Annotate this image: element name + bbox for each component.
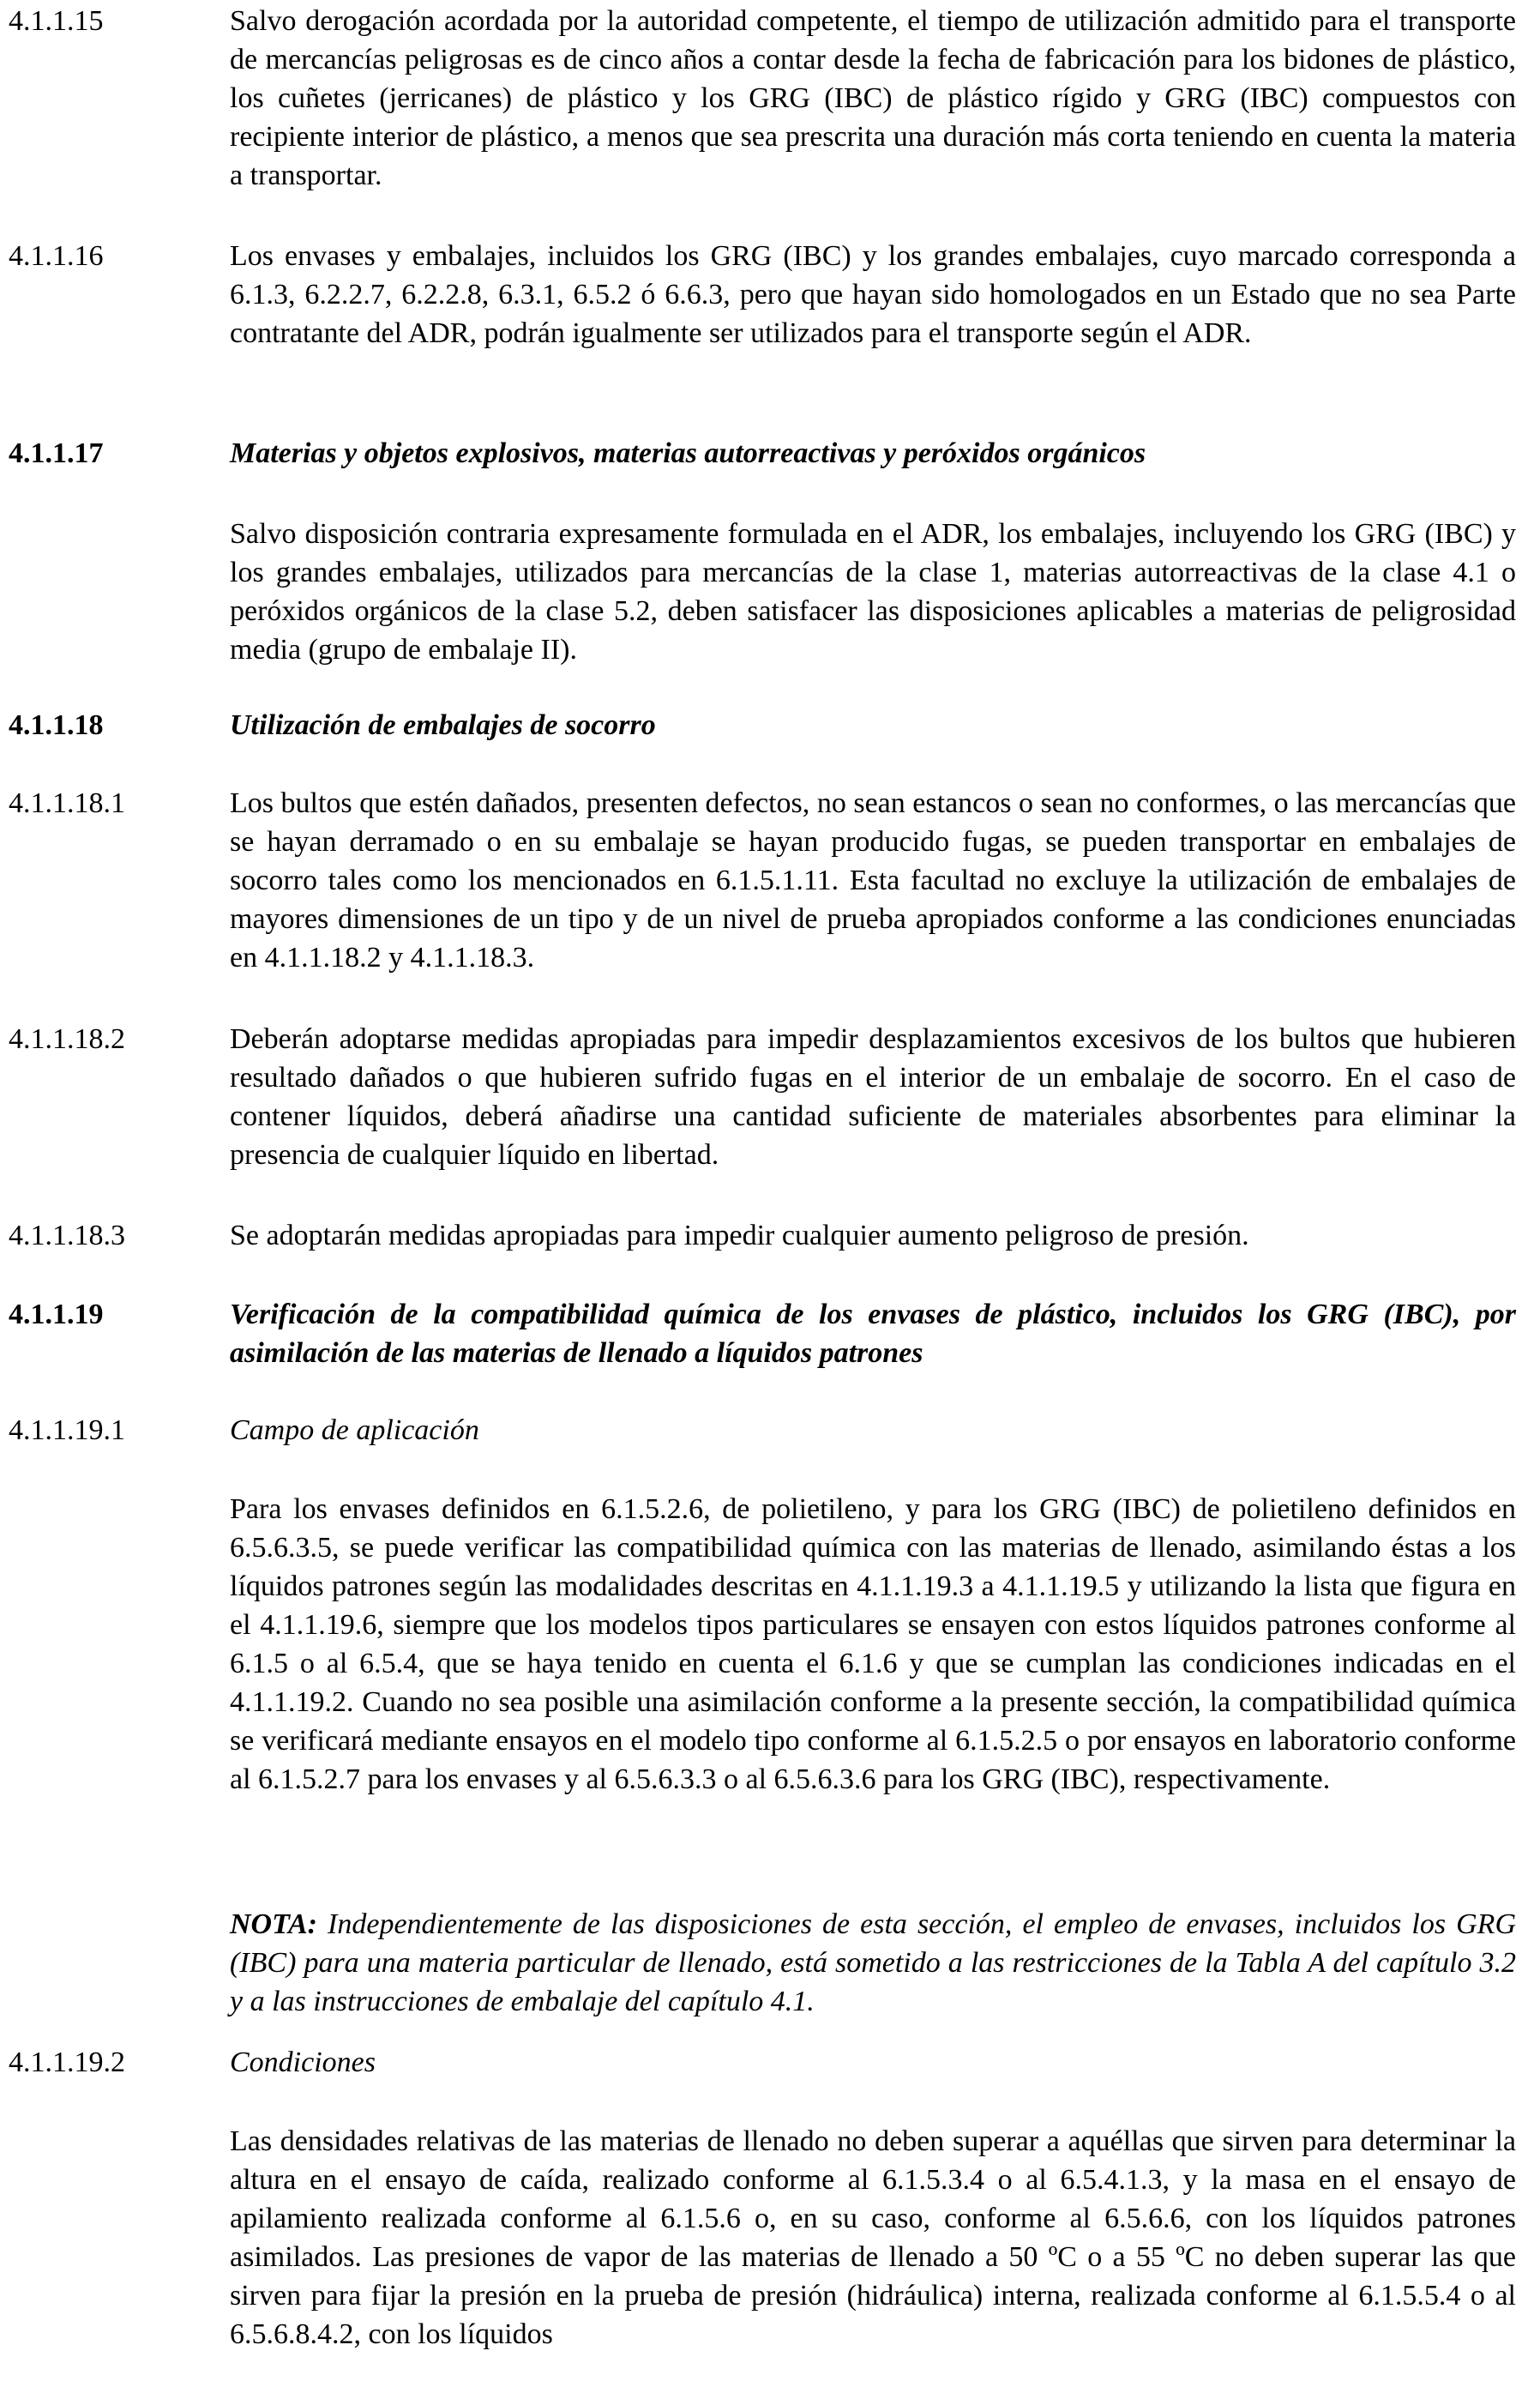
section-number: 4.1.1.18 (9, 709, 104, 741)
note-label: NOTA: (230, 1908, 317, 1940)
section-paragraph: Se adoptarán medidas apropiadas para impedir cualquier aumento peligroso de presión. (230, 1220, 1249, 1251)
section-number: 4.1.1.16 (9, 240, 104, 272)
section-number: 4.1.1.18.1 (9, 787, 125, 819)
section-heading: Campo de aplicación (230, 1414, 479, 1446)
section-heading: Materias y objetos explosivos, materias autorreactivas y peróxidos orgánicos (230, 437, 1146, 469)
section-number: 4.1.1.19.1 (9, 1414, 125, 1446)
section-paragraph: Deberán adoptarse medidas apropiadas para impedir desplazamientos excesivos de los bultos que hubieren resultado dañados o que hubieren sufrido fugas en el interior de un embalaje de socorro. En el caso de contener líquidos, deberá añadirse una cantidad suficiente de materiales absorbentes para eliminar la presencia de cualquier líquido en libertad. (230, 1023, 1516, 1171)
section-number: 4.1.1.15 (9, 5, 104, 37)
section-number: 4.1.1.17 (9, 437, 104, 469)
note-paragraph (230, 1905, 1516, 2021)
section-paragraph: Para los envases definidos en 6.1.5.2.6, de polietileno, y para los GRG (IBC) de polietileno definidos en 6.5.6.3.5, se puede verificar las compatibilidad química con las materias de llenado, asimilando éstas a los líquidos patrones según las modalidades descritas en 4.1.1.19.3 a 4.1.1.19.5 y utilizando la lista que figura en el 4.1.1.19.6, siempre que los modelos tipos particulares se ensayen con estos líquidos patrones conforme al 6.1.5 o al 6.5.4, que se haya tenido en cuenta el 6.1.6 y que se cumplan las condiciones indicadas en el 4.1.1.19.2. Cuando no sea posible una asimilación conforme a la presente sección, la compatibilidad química se verificará mediante ensayos en el modelo tipo conforme al 6.1.5.2.5 o por ensayos en laboratorio conforme al 6.1.5.2.7 para los envases y al 6.5.6.3.3 o al 6.5.6.3.6 para los GRG (IBC), respectivamente. (230, 1493, 1516, 1795)
section-paragraph: Salvo disposición contraria expresamente formulada en el ADR, los embalajes, incluyendo los GRG (IBC) y los grandes embalajes, utilizados para mercancías de la clase 1, materias autorreactivas de la clase 4.1 o peróxidos orgánicos de la clase 5.2, deben satisfacer las disposiciones aplicables a materias de peligrosidad media (grupo de embalaje II). (230, 518, 1516, 666)
section-number: 4.1.1.18.2 (9, 1023, 125, 1055)
section-heading: Utilización de embalajes de socorro (230, 709, 656, 741)
section-paragraph: Las densidades relativas de las materias de llenado no deben superar a aquéllas que sirven para determinar la altura en el ensayo de caída, realizado conforme al 6.1.5.3.4 o al 6.5.4.1.3, y la masa en el ensayo de apilamiento realizada conforme al 6.1.5.6 o, en su caso, conforme al 6.5.6.6, con los líquidos patrones asimilados. Las presiones de vapor de las materias de llenado a 50 ºC o a 55 ºC no deben superar las que sirven para fijar la presión en la prueba de presión (hidráulica) interna, realizada conforme al 6.1.5.5.4 o al 6.5.6.8.4.2, con los líquidos (230, 2125, 1516, 2350)
section-number: 4.1.1.19 (9, 1299, 104, 1330)
section-paragraph: Los bultos que estén dañados, presenten defectos, no sean estancos o sean no conformes, o las mercancías que se hayan derramado o en su embalaje se hayan producido fugas, se pueden transportar en embalajes de socorro tales como los mencionados en 6.1.5.1.11. Esta facultad no excluye la utilización de embalajes de mayores dimensiones de un tipo y de un nivel de prueba apropiados conforme a las condiciones enunciadas en 4.1.1.18.2 y 4.1.1.18.3. (230, 787, 1516, 973)
note-text: Independientemente de las disposiciones de esta sección, el empleo de envases, incluidos los GRG (IBC) para una materia particular de llenado, está sometido a las restricciones de la Tabla A del capítulo 3.2 y a las instrucciones de embalaje del capítulo 4.1. (230, 1908, 1516, 2017)
section-number: 4.1.1.18.3 (9, 1220, 125, 1251)
section-heading: Condiciones (230, 2046, 376, 2078)
section-heading: Verificación de la compatibilidad química de los envases de plástico, incluidos los GRG (IBC), por asimilación de las materias de llenado a líquidos patrones (230, 1299, 1516, 1369)
section-paragraph: Salvo derogación acordada por la autoridad competente, el tiempo de utilización admitido para el transporte de mercancías peligrosas es de cinco años a contar desde la fecha de fabricación para los bidones de plástico, los cuñetes (jerricanes) de plástico y los GRG (IBC) de plástico rígido y GRG (IBC) compuestos con recipiente interior de plástico, a menos que sea prescrita una duración más corta teniendo en cuenta la materia a transportar. (230, 5, 1516, 191)
section-number: 4.1.1.19.2 (9, 2046, 125, 2078)
section-paragraph: Los envases y embalajes, incluidos los GRG (IBC) y los grandes embalajes, cuyo marcado corresponda a 6.1.3, 6.2.2.7, 6.2.2.8, 6.3.1, 6.5.2 ó 6.6.3, pero que hayan sido homologados en un Estado que no sea Parte contratante del ADR, podrán igualmente ser utilizados para el transporte según el ADR. (230, 240, 1516, 349)
